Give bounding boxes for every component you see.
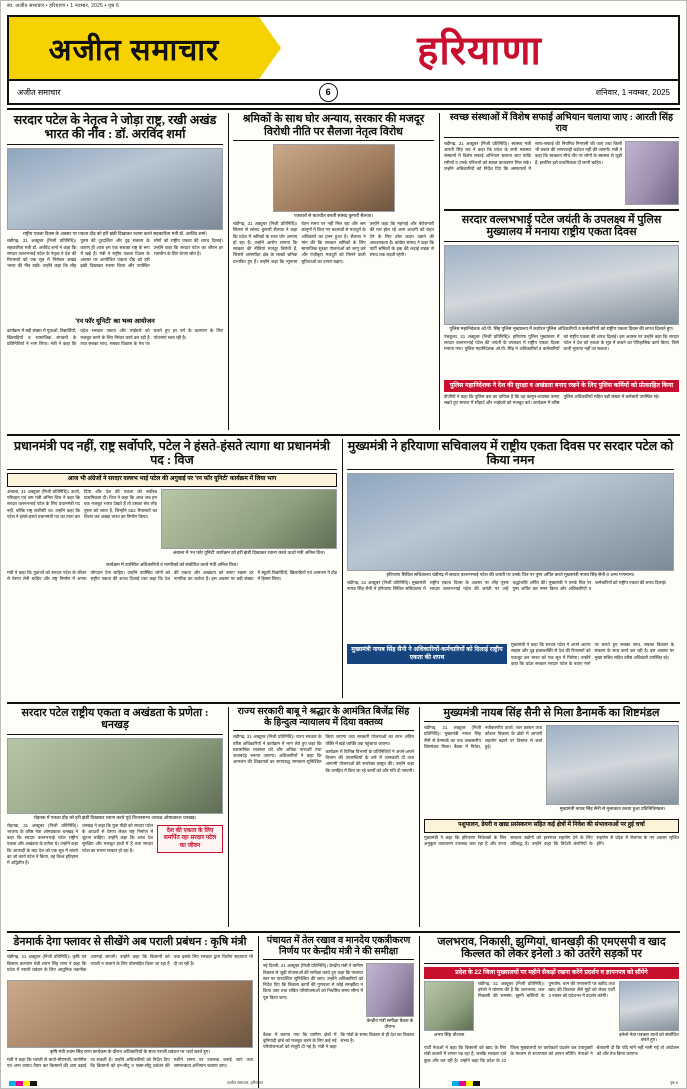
masthead-left-title: अजीत समाचार xyxy=(48,33,220,67)
article-body-p2: बैठक में बताया गया कि ग्रामीण क्षेत्रों में बुनियादी ढांचे को मजबूत करने के लिए कई नई परियोजनाओं को मंजूरी दी गई है। मंत्री ने कहा कि गांवों के समग्र विकास से ही देश का विकास संभव है। xyxy=(263,1031,414,1050)
article-body-2 xyxy=(444,394,679,430)
masthead-info-bar xyxy=(7,81,680,105)
article-subhead: 'रन फॉर यूनिटी' का भव्य आयोजन xyxy=(75,318,155,326)
cmyk-cyan-right xyxy=(452,1081,459,1086)
photo-caption: केन्द्रीय मंत्री समीक्षा बैठक के दौरान। xyxy=(366,1018,414,1030)
photo-caption: पुलिस महानिदेशक ओ.पी. सिंह पुलिस मुख्यालय में कार्यरत पुलिस अधिकारियों व कर्मचारियों को राष्ट्रीय एकता दिवस की शपथ दिलाते हुए। xyxy=(449,326,674,332)
photo-caption: रोहतक में एकता दौड़ को हरी झंडी दिखाकर रवाना करते पूर्व विधानसभा अध्यक्ष ओमप्रकाश धनखड़। xyxy=(33,814,197,820)
article-body-p1: चंडीगढ़, 31 अक्टूबर (निजी प्रतिनिधि)। इनेलो ने घोषणा की है कि जलभराव, जल निकासी की समस्या, झुग्गी बस्तियों के पुनर्वास, धान की एमएसपी पर खरीद तथा खाद की किल्लत जैसे मुद्दों को लेकर पार्टी 3 नवंबर को प्रदेशभर में प्रदर्शन करेगी। xyxy=(478,980,615,999)
masthead-left-panel xyxy=(9,17,259,79)
article-panchayat-review xyxy=(258,936,414,1089)
article-body-p1: चंडीगढ़, 31 अक्टूबर (निजी प्रतिनिधि)। सहकारिता मंत्री डॉ. अरविंद शर्मा ने कहा कि सरदार वल्लभभाई पटेल के नेतृत्व ने देश की रियासतों को एक सूत्र में पिरोकर अखंड भारत की नींव रखी। उन्होंने कहा कि लौह पुरुष की दूरदर्शिता और दृढ़ संकल्प के कारण ही आज हम एक सशक्त राष्ट्र के रूप में खड़े हैं। मंत्री ने राष्ट्रीय एकता दिवस के अवसर पर आयोजित एकता दौड़ को हरी झंडी दिखाकर रवाना किया और उपस्थित लोगों को राष्ट्रीय एकता की शपथ दिलाई। उन्होंने कहा कि सरदार पटेल का जीवन हर भारतीय के लिए प्रेरणा स्रोत है। xyxy=(7,238,223,269)
article-body-p1: अंबाला, 31 अक्टूबर (निजी प्रतिनिधि)। ऊर्जा, परिवहन एवं श्रम मंत्री अनिल विज ने कहा कि सरदार वल्लभभाई पटेल के लिए प्रधानमंत्री पद नहीं, बल्कि राष्ट्र सर्वोपरि था। उन्होंने कहा कि पटेल ने हंसते-हंसते प्रधानमंत्री पद का त्याग कर दिया और देश की एकता को सर्वोच्च प्राथमिकता दी। विज ने कहा कि आज जब हम एक मजबूत भारत देखते हैं तो उसका श्रेय लौह पुरुष को जाता है, जिन्होंने 562 रियासतों का विलय कर अखंड भारत का निर्माण किया। xyxy=(7,488,157,519)
cmyk-magenta xyxy=(16,1081,23,1086)
article-body xyxy=(7,823,153,927)
masthead-right-title: हरियाणा xyxy=(417,27,542,73)
photo-caption: कृषि मंत्री श्याम सिंह राणा कार्यक्रम के दौरान अधिकारियों के साथ पराली प्रबंधन पर चर्चा करते हुए। xyxy=(49,1049,211,1055)
article-body xyxy=(233,734,414,922)
article-selja xyxy=(228,113,434,430)
article-headline: राज्य सरकारी बाबू ने श्रद्धार के आमंत्रित बिजेंद्र सिंह के हिन्दुत्व न्यायालय में दिया वक्तव्य xyxy=(233,707,414,732)
article-body-p2: मुख्यमंत्री ने कहा कि हरियाणा निवेशकों के लिए अनुकूल वातावरण उपलब्ध करा रहा है और राज्य सरकार उद्योगों को हरसंभव सहयोग देने के लिए प्रतिबद्ध है। उन्होंने कहा कि विदेशी कंपनियों के सहयोग से प्रदेश में रोजगार के नए अवसर सृजित होंगे। xyxy=(424,834,679,846)
article-arvind-sharma xyxy=(7,113,223,430)
photo-caption: अंबाला में 'रन फॉर यूनिटी' कार्यक्रम को हरी झंडी दिखाकर रवाना करते ऊर्जा मंत्री अनिल विज। xyxy=(172,549,326,555)
footer-left-note: अजीत समाचार, हरियाणा xyxy=(226,1080,263,1085)
top-stories-row xyxy=(7,113,680,430)
article-photo xyxy=(7,980,253,1048)
article-photo-right xyxy=(619,981,679,1031)
article-kicker-box: पशुपालन, डेयरी व खाद्य प्रसंस्करण सहित कई क्षेत्रों में निवेश की संभावनाओं पर हुई चर्चा xyxy=(424,819,679,833)
article-denmark-delegation xyxy=(419,707,679,927)
article-anil-vij xyxy=(7,439,337,698)
article-headline: सरदार पटेल राष्ट्रीय एकता व अखंडता के प्रणेता : धनखड़ xyxy=(7,707,223,735)
masthead-date: शनिवार, 1 नवम्बर, 2025 xyxy=(595,87,670,97)
article-body-p2: मंत्री ने कहा कि पराली से बायो-सीएनजी, बायोगैस एवं अन्य उत्पाद तैयार कर किसानों की आय बढ़ाई जा सकती है। उन्होंने अधिकारियों को निर्देश दिए कि किसानों को इन-सीटू व एक्स-सीटू प्रबंधन की मशीनें समय पर उपलब्ध कराई जाएं तथा जागरूकता अभियान चलाया जाए। xyxy=(7,1056,253,1069)
article-headline: सरदार वल्लभभाई पटेल जयंती के उपलक्ष्य में पुलिस मुख्यालय में मनाया राष्ट्रीय एकता दिवस xyxy=(444,214,679,242)
cmyk-magenta-right xyxy=(459,1081,466,1086)
article-body-2 xyxy=(7,328,223,372)
article-body-p2: मुख्यमंत्री ने कहा कि सरदार पटेल ने अपने अदम्य साहस और दृढ़ इच्छाशक्ति से देश की रियासतों को एकजुट कर भारत को एक सूत्र में पिरोया। उन्होंने कहा कि प्रदेश सरकार सरदार पटेल के बताए मार्ग पर चलते हुए सबका साथ, सबका विकास के संकल्प के साथ कार्य कर रही है। इस अवसर पर मुख्य सचिव सहित वरिष्ठ अधिकारी उपस्थित रहे। xyxy=(511,642,674,666)
article-body xyxy=(7,954,253,980)
article-body-p2: धनखड़ ने कहा कि युवा पीढ़ी को सरदार पटेल के आदर्शों से प्रेरणा लेकर राष्ट्र निर्माण में जुटना चाहिए। उन्होंने कहा कि आज देश सुरक्षित और मजबूत हाथों में है तथा सरदार पटेल का सपना साकार हो रहा है। xyxy=(82,822,153,853)
article-arti-singh-rao xyxy=(444,113,679,205)
article-photo xyxy=(7,738,223,814)
photo-caption: राष्ट्रीय एकता दिवस के अवसर पर एकता दौड़ को हरी झंडी दिखाकर रवाना करते सहकारिता मंत्री डॉ. अरविंद शर्मा। xyxy=(22,230,208,236)
article-body-p2: मंत्री ने कहा कि युवाओं को सरदार पटेल के जीवन से प्रेरणा लेनी चाहिए और राष्ट्र निर्माण में अपना योगदान देना चाहिए। उन्होंने उपस्थित लोगों को राष्ट्रीय एकता की शपथ दिलाई तथा कहा कि देश की एकता और अखंडता को बनाए रखना हर नागरिक का कर्तव्य है। इस अवसर पर बड़ी संख्या में स्कूली विद्यार्थियों, खिलाड़ियों एवं आमजन ने दौड़ में हिस्सा लिया। xyxy=(7,569,337,581)
article-body-p1: चंडीगढ़, 31 अक्टूबर (निजी प्रतिनिधि)। राज्य सरकार के वरिष्ठ अधिकारियों ने कार्यक्रम में भाग लेते हुए कहा कि प्रशासनिक व्यवस्था को और अधिक पारदर्शी तथा जवाबदेह बनाया जाएगा। अधिकारियों ने कहा कि आमजन की शिकायतों का समयबद्ध समाधान सुनिश्चित किया जाएगा तथा सरकारी योजनाओं का लाभ अंतिम पंक्ति में खड़े व्यक्ति तक पहुंचाया जाएगा। xyxy=(233,734,414,765)
photo-caption: मुख्यमंत्री नायब सिंह सैनी से मुलाकात करता हुआ प्रतिनिधिमंडल। xyxy=(559,806,666,812)
article-body-p2: कार्यक्रम में बड़ी संख्या में युवाओं, विद्यार्थियों, खिलाड़ियों व सामाजिक संगठनों के प्रतिनिधियों ने भाग लिया। मंत्री ने कहा कि प्रदेश सरकार एकता और भाईचारे को मजबूत करने के लिए निरंतर कार्य कर रही है तथा सबका साथ, सबका विकास के मंत्र पर चलते हुए हर वर्ग के कल्याण के लिए योजनाएं चला रही है। xyxy=(7,328,223,346)
article-body-p1: चंडीगढ़, 31 अक्टूबर (निजी प्रतिनिधि)। स्वास्थ्य मंत्री आरती सिंह राव ने कहा कि प्रदेश के सभी स्वास्थ्य संस्थानों में विशेष सफाई अभियान चलाया जाए ताकि मरीजों व उनके परिजनों को स्वच्छ वातावरण मिल सके। उन्होंने अधिकारियों को निर्देश दिए कि अस्पतालों में साफ-सफाई की नियमित निगरानी की जाए तथा किसी भी प्रकार की लापरवाही बर्दाश्त नहीं की जाएगी। मंत्री ने कहा कि स्वच्छता सीधे तौर पर लोगों के स्वास्थ्य से जुड़ी है, इसलिए इसे प्राथमिकता दी जानी चाहिए। xyxy=(444,140,622,171)
article-body xyxy=(7,238,223,316)
article-body-p1: चंडीगढ़, 31 अक्टूबर (निजी प्रतिनिधि)। सिरसा से सांसद कुमारी सैलजा ने कहा कि प्रदेश में श्रमिकों के साथ घोर अन्याय हो रहा है। उन्होंने आरोप लगाया कि सरकार की नीतियां मजदूर विरोधी हैं, जिससे असंगठित क्षेत्र के लाखों श्रमिक प्रभावित हुए हैं। उन्होंने कहा कि न्यूनतम वेतन समय पर नहीं मिल रहा और श्रम कानूनों में किए गए बदलावों से मजदूरों के अधिकारों का हनन हुआ है। सैलजा ने मांग की कि सरकार श्रमिकों के लिए सामाजिक सुरक्षा योजनाओं को लागू करे और पंजीकृत मजदूरों को मिलने वाली सुविधाओं का दायरा बढ़ाए। xyxy=(233,221,366,264)
cmyk-registration-marks xyxy=(9,1081,37,1086)
article-cm-unity-day xyxy=(342,439,674,698)
article-body-p1: चंडीगढ़, 31 अक्टूबर (निजी प्रतिनिधि)। मुख्यमंत्री नायब सिंह सैनी ने हरियाणा सिविल सचिवालय में राष्ट्रीय एकता दिवस के अवसर पर लौह पुरुष सरदार वल्लभभाई पटेल की जयंती पर उन्हें श्रद्धांजलि अर्पित की। मुख्यमंत्री ने उनके चित्र पर पुष्प अर्पित कर नमन किया और अधिकारियों व कर्मचारियों को राष्ट्रीय एकता की शपथ दिलाई। xyxy=(347,580,667,592)
cmyk-registration-marks-right xyxy=(452,1081,480,1086)
cmyk-black-right xyxy=(473,1081,480,1086)
cmyk-black xyxy=(30,1081,37,1086)
second-band-row xyxy=(7,439,680,698)
article-highlight-band: पुलिस महानिदेशक ने देश की सुरक्षा व अखंडता बनाए रखने के लिए पुलिस कर्मियों को प्रोत्साहित किया xyxy=(444,380,679,392)
cmyk-yellow xyxy=(23,1081,30,1086)
article-body-p2: उन्होंने कहा कि महंगाई और बेरोजगारी की मार झेल रहे आम आदमी को राहत देने के लिए ठोस कदम उठाने की आवश्यकता है। कांग्रेस सांसद ने कहा कि पार्टी श्रमिकों के हक की लड़ाई सड़क से संसद तक लड़ती रहेगी। xyxy=(369,221,434,258)
masthead xyxy=(7,15,680,81)
article-rajya-sarkari xyxy=(228,707,414,927)
article-photo xyxy=(366,963,414,1017)
article-body-2 xyxy=(7,570,337,698)
article-photo-left xyxy=(424,981,474,1031)
article-photo xyxy=(7,148,223,230)
page-number-badge: 6 xyxy=(319,83,338,102)
article-photo xyxy=(161,489,337,549)
article-body-p1: चंडीगढ़, 31 अक्टूबर (निजी प्रतिनिधि)। कृषि एवं किसान कल्याण मंत्री श्याम सिंह राणा ने कहा कि प्रदेश में पराली प्रबंधन के लिए आधुनिक तकनीक अपनाई जाएगी। उन्होंने कहा कि किसानों को पराली न जलाने के लिए प्रोत्साहित किया जा रहा है तथा इसके लिए सरकार द्वारा वित्तीय सहायता भी दी जा रही है। xyxy=(7,954,253,972)
article-headline: मुख्यमंत्री नायब सिंह सैनी से मिला डैनामर्के का शिष्टमंडल xyxy=(424,707,679,723)
third-band-row xyxy=(7,707,680,927)
article-body-p1: नई दिल्ली, 31 अक्टूबर (निजी प्रतिनिधि)। केन्द्रीय मंत्री ने ग्रामीण विकास से जुड़ी योजनाओं की समीक्षा करते हुए कहा कि पंचायत स्तर पर पारदर्शिता सुनिश्चित की जाए। उन्होंने अधिकारियों को निर्देश दिए कि विकास कार्यों की गुणवत्ता से कोई समझौता न किया जाए तथा लंबित परियोजनाओं को निर्धारित समय सीमा में पूरा किया जाए। xyxy=(263,963,363,1000)
article-headline: जलभराव, निकासी, झुग्गियां, धानखड़ी की एमएसपी व खाद किल्लत को लेकर इनेलो 3 को उतरेंगे सड़कों पर xyxy=(424,936,679,964)
article-body xyxy=(347,580,674,642)
article-photo xyxy=(546,725,679,805)
footer-bar xyxy=(1,1078,686,1088)
section-divider xyxy=(444,209,679,211)
article-dhankhar xyxy=(7,707,223,927)
article-inld-protest xyxy=(419,936,679,1089)
article-highlight-band: मुख्यमंत्री नायब सिंह सैनी ने अधिकारियों-कर्मचारियों को दिलाई राष्ट्रीय एकता की शपथ xyxy=(347,644,507,664)
article-highlight-band: प्रदेश के 22 जिला मुख्यालयों पर महीने सैकड़ों रखना करेंगे प्रदर्शन व ज्ञापनपत्र को सौंपेंगे xyxy=(424,967,679,979)
article-body xyxy=(7,489,157,561)
article-body xyxy=(444,334,679,378)
article-photo xyxy=(347,473,674,571)
article-headline: पंचायत में तेल रखाव व मानदेय एकत्रीकरण निर्णय पर केन्द्रीय मंत्री ने की समीक्षा xyxy=(263,936,414,961)
article-headline: मुख्यमंत्री ने हरियाणा सचिवालय में राष्ट्रीय एकता दिवस पर सरदार पटेल को किया नमन xyxy=(347,439,674,471)
article-headline: प्रधानमंत्री पद नहीं, राष्ट्र सर्वोपरि, पटेल ने हंसते-हंसते त्यागा था प्रधानमंत्री पद : विज xyxy=(7,439,337,471)
band-divider-1 xyxy=(7,434,680,436)
article-body xyxy=(233,221,434,339)
masthead-sub-left: अजीत समाचार xyxy=(17,87,61,97)
photo-caption-2: कार्यक्रम में उपस्थित अधिकारियों व नागरिकों को संबोधित करते मंत्री अनिल विज। xyxy=(106,561,238,567)
masthead-arrow xyxy=(259,17,281,79)
article-body xyxy=(263,963,363,1025)
article-headline: स्वच्छ संस्थाओं में विशेष सफाई अभियान चलाया जाए : आरती सिंह राव xyxy=(444,113,679,138)
article-body-p1: रोहतक, 31 अक्टूबर (निजी प्रतिनिधि)। भाजपा के वरिष्ठ नेता ओमप्रकाश धनखड़ ने कहा कि सरदार वल्लभभाई पटेल राष्ट्रीय एकता और अखंडता के प्रणेता थे। उन्होंने कहा कि आजादी के बाद देश को एक सूत्र में बांधने का जो कार्य पटेल ने किया, वह विश्व इतिहास में अद्वितीय है। xyxy=(7,822,78,866)
bottom-band-row xyxy=(7,936,680,1089)
footer-right-note: पृष्ठ 6 xyxy=(670,1080,678,1085)
article-body-p2: पार्टी नेताओं ने कहा कि किसानों को खाद के लिए लंबी कतारों में लगना पड़ रहा है, जबकि सरकार दावे कुछ और कर रही है। उन्होंने कहा कि प्रदेश के 22 जिला मुख्यालयों पर कार्यकर्ता प्रदर्शन कर उपायुक्तों के माध्यम से राज्यपाल को ज्ञापन सौंपेंगे। नेताओं ने चेतावनी दी कि यदि मांगें नहीं मानी गईं तो आंदोलन को और तेज किया जाएगा। xyxy=(424,1045,679,1063)
article-body xyxy=(478,981,615,1043)
masthead-right-panel xyxy=(281,21,678,76)
band-divider-3 xyxy=(7,931,680,933)
article-photo xyxy=(273,144,395,212)
article-body-2 xyxy=(424,835,679,897)
article-body-p1: पंचकूला, 31 अक्टूबर (निजी प्रतिनिधि)। हरियाणा पुलिस मुख्यालय में सरदार वल्लभभाई पटेल की जयंती के उपलक्ष्य में राष्ट्रीय एकता दिवस मनाया गया। पुलिस महानिदेशक ओ.पी. सिंह ने अधिकारियों व कर्मचारियों को राष्ट्रीय एकता की शपथ दिलाई। इस अवसर पर उन्होंने कहा कि सरदार पटेल ने देश को एकता के सूत्र में बांधने का ऐतिहासिक कार्य किया, जिसे कभी भुलाया नहीं जा सकता। xyxy=(444,333,679,352)
article-dgp-unity-day xyxy=(444,214,679,430)
article-body xyxy=(444,141,622,203)
band-divider-2 xyxy=(7,702,680,704)
top-registration-text: स्व. अजीत समाचार • हरियाणा • 1 नवम्बर, 2025 • पृष्ठ 6 xyxy=(7,3,119,9)
article-kicker-box: देश की एकता के लिए समर्पित रहा सरदार पटेल का जीवन xyxy=(157,825,223,854)
article-body-p2: कार्यक्रम में विभिन्न विभागों के प्रतिनिधियों ने अपने-अपने विभाग की उपलब्धियों के बारे में जानकारी दी तथा आगामी योजनाओं की रूपरेखा प्रस्तुत की। उन्होंने कहा कि जनहित में किए जा रहे कार्यों को और गति दी जाएगी। xyxy=(325,748,414,773)
photo-caption: हरियाणा सिविल सचिवालय चंडीगढ़ में सरदार वल्लभभाई पटेल की जयंती पर उनके चित्र पर पुष्प अर्पित करते मुख्यमंत्री नायब सिंह सैनी व अन्य गणमान्य। xyxy=(386,572,635,578)
cmyk-cyan xyxy=(9,1081,16,1086)
article-krishi-mantri xyxy=(7,936,253,1089)
article-photo xyxy=(444,245,679,325)
photo-caption: पत्रकारों से बातचीत करतीं सांसद कुमारी सैलजा। xyxy=(293,213,373,219)
article-photo xyxy=(625,141,679,205)
photo-caption-left: अभय सिंह चौटाला xyxy=(433,1031,465,1037)
top-registration-bar xyxy=(1,1,686,13)
cmyk-yellow-right xyxy=(466,1081,473,1086)
photo-caption-right: इनेलो नेता पत्रकार वार्ता को संबोधित करते हुए। xyxy=(619,1031,679,1043)
article-kicker-box: आज भी अंग्रेजों ने सरदार वल्लभ भाई पटेल की अगुवाई पर 'रन फॉर यूनिटी' कार्यक्रम में लिया भाग xyxy=(7,473,337,487)
article-body-p2: डीजीपी ने कहा कि पुलिस बल का दायित्व है कि वह कानून-व्यवस्था बनाए रखते हुए समाज में सौहार्द और भाईचारे को मजबूत करे। कार्यक्रम में वरिष्ठ पुलिस अधिकारियों सहित बड़ी संख्या में कर्मचारी उपस्थित रहे। xyxy=(444,393,660,405)
article-body xyxy=(424,725,542,817)
article-headline: सरदार पटेल के नेतृत्व ने जोड़ा राष्ट्र, रखी अखंड भारत की नींव : डॉ. अरविंद शर्मा xyxy=(7,113,223,145)
page-content xyxy=(1,110,686,1089)
article-headline: श्रमिकों के साथ घोर अन्याय, सरकार की मजदूर विरोधी नीति पर सैलजा नेतृत्व विरोध xyxy=(233,113,434,141)
right-top-column xyxy=(439,113,679,430)
article-headline: डेनमार्क देगा फ्लावर से सीखेंगे अब पराली प्रबंधन : कृषि मंत्री xyxy=(7,936,253,952)
article-body-p1: चंडीगढ़, 31 अक्टूबर (निजी प्रतिनिधि)। मुख्यमंत्री नायब सिंह सैनी से डेनमार्क का एक उच्चस्तरीय शिष्टमंडल मिला। बैठक में निवेश, नवीकरणीय ऊर्जा, जल प्रबंधन तथा कौशल विकास के क्षेत्रों में आपसी सहयोग बढ़ाने पर विस्तार से चर्चा हुई। xyxy=(424,725,542,749)
article-body-2 xyxy=(511,642,674,696)
